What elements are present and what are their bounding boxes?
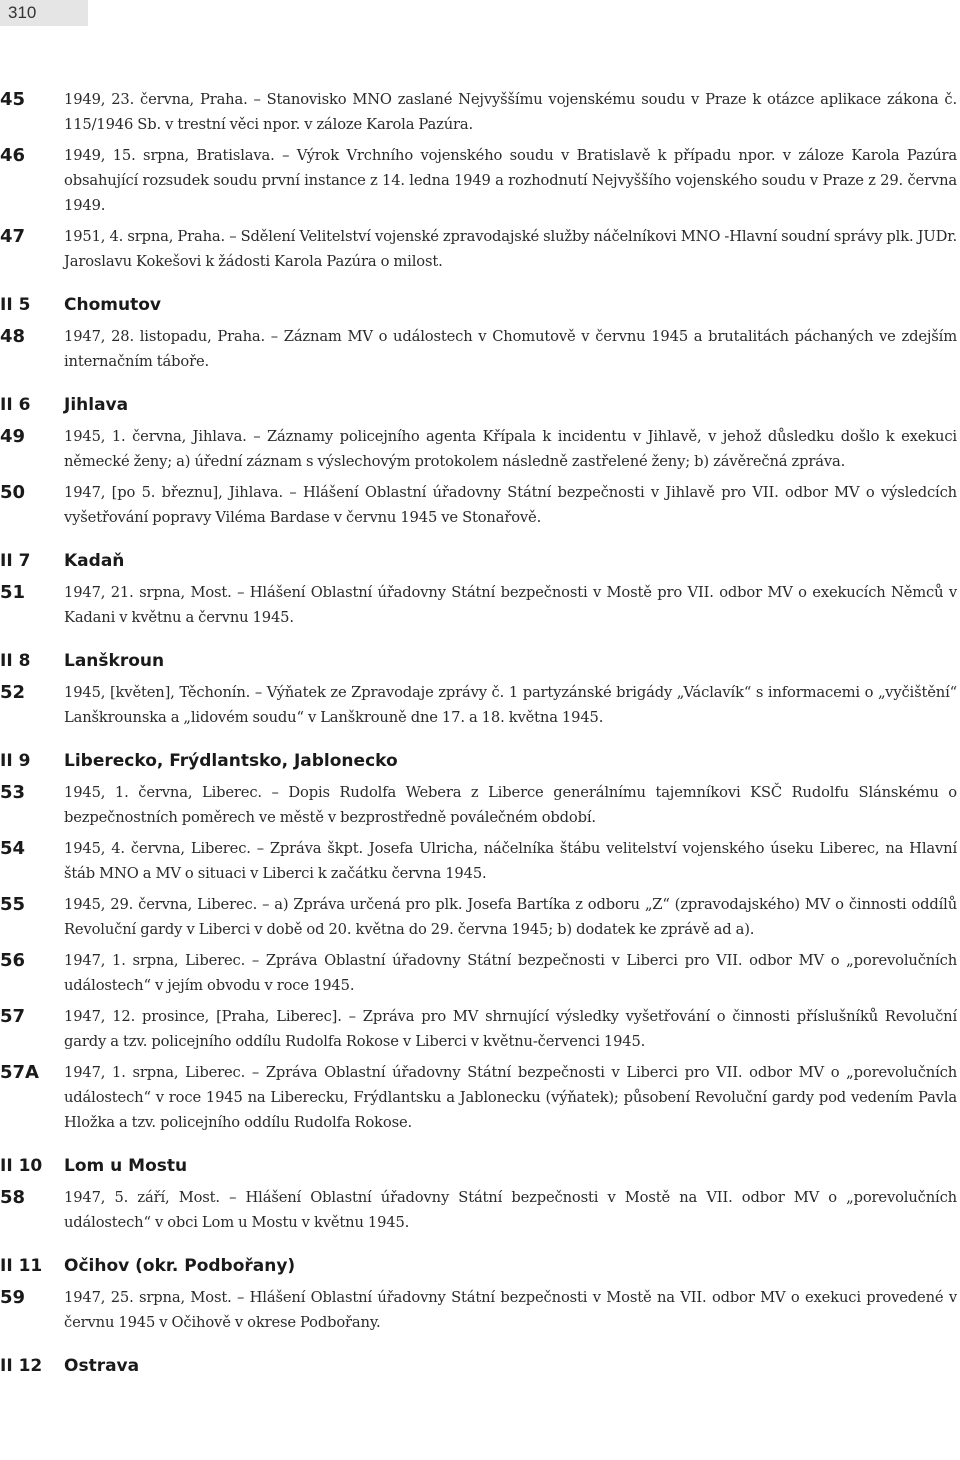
section-heading — [0, 1154, 960, 1179]
document-summary: Výrok Vrchního vojenského soudu v Bratislavě k případu npor. v záloze Karola Pazúra obsahující rozsudek soudu první instance z 14. ledna 1949 a rozhodnutí Nejvyššího vojenského soudu v Praze z 29. června 1949. — [64, 147, 957, 214]
document-entry — [0, 143, 960, 218]
document-summary: Zpráva Oblastní úřadovny Státní bezpečnosti v Liberci pro VII. odbor MV o „porevolučních událostech“ v roce 1945 na Liberecku, Frýdlantsku a Jablonecku (výňatek); působení Revoluční gardy pod vedením Pavla Hložka a tzv. policejního oddílu Rudolfa Rokose. — [64, 1064, 958, 1131]
document-number: 51 — [0, 582, 26, 603]
document-description: 1945, 1. června, Jihlava. – Záznamy policejního agenta Křípala k incidentu v Jihlavě, v jehož důsledku došlo k exekuci německé ženy; a) úřední záznam s výslechovým protokolem následně zastřelené ženy; b) závěrečná zpráva. — [64, 428, 957, 470]
document-date: 1945, 1. června, Liberec. — [64, 784, 262, 801]
document-entry — [0, 1060, 960, 1135]
document-entry — [0, 580, 960, 630]
document-description: 1947, 25. srpna, Most. – Hlášení Oblastní úřadovny Státní bezpečnosti v Mostě na VII. odbor MV o exekuci provedené v červnu 1945 v Očihově v okrese Podbořany. — [64, 1289, 957, 1331]
document-description: 1945, 1. června, Liberec. – Dopis Rudolfa Webera z Liberce generálnímu tajemníkovi KSČ Rudolfu Slánskému o bezpečnostních poměrech ve městě v bezprostředně poválečném období. — [64, 784, 957, 826]
section-heading — [0, 1254, 960, 1279]
document-number: 47 — [0, 226, 26, 247]
section-heading — [0, 393, 960, 418]
document-number: 53 — [0, 782, 26, 803]
document-summary: Sdělení Velitelství vojenské zpravodajské služby náčelníkovi MNO -Hlavní soudní správy plk. JUDr. Jaroslavu Kokešovi k žádosti Karola Pazúra o milost. — [64, 228, 957, 270]
document-summary: Hlášení Oblastní úřadovny Státní bezpečnosti v Mostě na VII. odbor MV o „porevolučních událostech“ v obci Lom u Mostu v květnu 1945. — [64, 1189, 957, 1231]
document-summary: Stanovisko MNO zaslané Nejvyššímu vojenskému soudu v Praze k otázce aplikace zákona č. 115/1946 Sb. v trestní věci npor. v záloze Karola Pazúra. — [64, 91, 958, 133]
section-title: Jihlava — [64, 395, 129, 415]
document-description: 1945, [květen], Těchonín. – Výňatek ze Zpravodaje zprávy č. 1 partyzánské brigády „Václavík“ s informacemi o „vyčištění“ Lanškrounska a „lidovém soudu“ v Lanškrouně dne 17. a 18. května 1945. — [64, 684, 957, 726]
document-entry — [0, 1004, 960, 1054]
document-entry — [0, 87, 960, 137]
document-summary: Dopis Rudolfa Webera z Liberce generálnímu tajemníkovi KSČ Rudolfu Slánskému o bezpečnostních poměrech ve městě v bezprostředně poválečném období. — [64, 784, 957, 826]
document-entry — [0, 1285, 960, 1335]
document-number: 56 — [0, 950, 26, 971]
document-date: 1947, 5. září, Most. — [64, 1189, 220, 1206]
document-description: 1947, 1. srpna, Liberec. – Zpráva Oblastní úřadovny Státní bezpečnosti v Liberci pro VII. odbor MV o „porevolučních událostech“ v jejím obvodu v roce 1945. — [64, 952, 958, 994]
document-date: 1951, 4. srpna, Praha. — [64, 228, 226, 245]
document-date: 1947, [po 5. březnu], Jihlava. — [64, 484, 284, 501]
document-summary: Zpráva škpt. Josefa Ulricha, náčelníka štábu velitelství vojenského úseku Liberec, na Hlavní štáb MNO a MV o situaci v Liberci k začátku června 1945. — [64, 840, 957, 882]
document-date: 1947, 25. srpna, Most. — [64, 1289, 232, 1306]
document-date: 1945, 4. června, Liberec. — [64, 840, 251, 857]
document-number: 58 — [0, 1187, 26, 1208]
document-date: 1945, [květen], Těchonín. — [64, 684, 251, 701]
document-description: 1947, 12. prosince, [Praha, Liberec]. – Zpráva pro MV shrnující výsledky vyšetřování o činnosti příslušníků Revoluční gardy a tzv. policejního oddílu Rudolfa Rokose v Liberci v květnu-červenci 1945. — [64, 1008, 958, 1050]
document-number: 49 — [0, 426, 26, 447]
document-date: 1947, 28. listopadu, Praha. — [64, 328, 266, 345]
document-date: 1945, 1. června, Jihlava. — [64, 428, 247, 445]
document-summary: Hlášení Oblastní úřadovny Státní bezpečnosti v Mostě pro VII. odbor MV o exekucích Němců v Kadani v květnu a červnu 1945. — [64, 584, 957, 626]
document-description: 1945, 29. června, Liberec. – a) Zpráva určená pro plk. Josefa Bartíka z odboru „Z“ (zpravodajského) MV o činnosti oddílů Revoluční gardy v Liberci v době od 20. května do 29. června 1945; b) dodatek ke zprávě ad a). — [64, 896, 957, 938]
document-date: 1949, 23. června, Praha. — [64, 91, 248, 108]
section-code: II 7 — [0, 551, 31, 571]
section-title: Lanškroun — [64, 651, 165, 671]
section-code: II 5 — [0, 295, 31, 315]
document-entry — [0, 1185, 960, 1235]
section-code: II 10 — [0, 1156, 43, 1176]
document-description: 1947, 21. srpna, Most. – Hlášení Oblastní úřadovny Státní bezpečnosti v Mostě pro VII. odbor MV o exekucích Němců v Kadani v květnu a červnu 1945. — [64, 584, 957, 626]
document-entry — [0, 424, 960, 474]
section-code: II 6 — [0, 395, 31, 415]
section-heading — [0, 1354, 960, 1379]
document-entry — [0, 480, 960, 530]
section-code: II 12 — [0, 1356, 43, 1376]
document-summary: a) Zpráva určená pro plk. Josefa Bartíka z odboru „Z“ (zpravodajského) MV o činnosti oddílů Revoluční gardy v Liberci v době od 20. května do 29. června 1945; b) dodatek ke zprávě ad a). — [64, 896, 957, 938]
section-code: II 11 — [0, 1256, 43, 1276]
document-list — [0, 87, 960, 1379]
document-number: 57 — [0, 1006, 26, 1027]
document-entry — [0, 680, 960, 730]
document-summary: Zpráva pro MV shrnující výsledky vyšetřování o činnosti příslušníků Revoluční gardy a tzv. policejního oddílu Rudolfa Rokose v Liberci v květnu-červenci 1945. — [64, 1008, 958, 1050]
section-code: II 9 — [0, 751, 31, 771]
section-heading — [0, 749, 960, 774]
document-entry — [0, 836, 960, 886]
document-date: 1947, 1. srpna, Liberec. — [64, 1064, 246, 1081]
document-description: 1947, 1. srpna, Liberec. – Zpráva Oblastní úřadovny Státní bezpečnosti v Liberci pro VII. odbor MV o „porevolučních událostech“ v roce 1945 na Liberecku, Frýdlantsku a Jablonecku (výňatek); působení Revoluční gardy pod vedením Pavla Hložka a tzv. policejního oddílu Rudolfa Rokose. — [64, 1064, 958, 1131]
document-summary: Výňatek ze Zpravodaje zprávy č. 1 partyzánské brigády „Václavík“ s informacemi o „vyčištění“ Lanškrounska a „lidovém soudu“ v Lanškrouně dne 17. a 18. května 1945. — [64, 684, 957, 726]
document-date: 1947, 21. srpna, Most. — [64, 584, 232, 601]
section-title: Chomutov — [64, 295, 161, 315]
document-number: 46 — [0, 145, 26, 166]
document-number: 54 — [0, 838, 26, 859]
document-description: 1949, 15. srpna, Bratislava. – Výrok Vrchního vojenského soudu v Bratislavě k případu npor. v záloze Karola Pazúra obsahující rozsudek soudu první instance z 14. ledna 1949 a rozhodnutí Nejvyššího vojenského soudu v Praze z 29. června 1949. — [64, 147, 957, 214]
section-title: Ostrava — [64, 1356, 140, 1376]
document-description: 1951, 4. srpna, Praha. – Sdělení Velitelství vojenské zpravodajské služby náčelníkovi MNO -Hlavní soudní správy plk. JUDr. Jaroslavu Kokešovi k žádosti Karola Pazúra o milost. — [64, 228, 957, 270]
document-number: 52 — [0, 682, 26, 703]
document-description: 1947, 28. listopadu, Praha. – Záznam MV o událostech v Chomutově v červnu 1945 a brutalitách páchaných ve zdejším internačním táboře. — [64, 328, 957, 370]
document-date: 1949, 15. srpna, Bratislava. — [64, 147, 275, 164]
document-description: 1949, 23. června, Praha. – Stanovisko MNO zaslané Nejvyššímu vojenskému soudu v Praze k otázce aplikace zákona č. 115/1946 Sb. v trestní věci npor. v záloze Karola Pazúra. — [64, 91, 958, 133]
document-entry — [0, 224, 960, 274]
document-entry — [0, 948, 960, 998]
section-heading — [0, 293, 960, 318]
document-summary: Hlášení Oblastní úřadovny Státní bezpečnosti v Jihlavě pro VII. odbor MV o výsledcích vyšetřování popravy Viléma Bardase v červnu 1945 ve Stonařově. — [64, 484, 957, 526]
document-entry — [0, 324, 960, 374]
document-date: 1947, 12. prosince, [Praha, Liberec]. — [64, 1008, 342, 1025]
section-heading — [0, 549, 960, 574]
section-title: Liberecko, Frýdlantsko, Jablonecko — [64, 751, 398, 771]
document-number: 59 — [0, 1287, 26, 1308]
section-title: Lom u Mostu — [64, 1156, 188, 1176]
document-number: 45 — [0, 89, 26, 110]
document-date: 1947, 1. srpna, Liberec. — [64, 952, 246, 969]
document-description: 1947, 5. září, Most. – Hlášení Oblastní úřadovny Státní bezpečnosti v Mostě na VII. odbor MV o „porevolučních událostech“ v obci Lom u Mostu v květnu 1945. — [64, 1189, 957, 1231]
document-entry — [0, 780, 960, 830]
document-summary: Záznam MV o událostech v Chomutově v červnu 1945 a brutalitách páchaných ve zdejším internačním táboře. — [64, 328, 957, 370]
document-description: 1945, 4. června, Liberec. – Zpráva škpt. Josefa Ulricha, náčelníka štábu velitelství vojenského úseku Liberec, na Hlavní štáb MNO a MV o situaci v Liberci k začátku června 1945. — [64, 840, 957, 882]
section-heading — [0, 649, 960, 674]
document-number: 48 — [0, 326, 26, 347]
section-code: II 8 — [0, 651, 31, 671]
document-date: 1945, 29. června, Liberec. — [64, 896, 258, 913]
document-summary: Hlášení Oblastní úřadovny Státní bezpečnosti v Mostě na VII. odbor MV o exekuci provedené v červnu 1945 v Očihově v okrese Podbořany. — [64, 1289, 957, 1331]
section-title: Očihov (okr. Podbořany) — [64, 1256, 296, 1276]
document-number: 55 — [0, 894, 26, 915]
document-summary: Záznamy policejního agenta Křípala k incidentu v Jihlavě, v jehož důsledku došlo k exekuci německé ženy; a) úřední záznam s výslechovým protokolem následně zastřelené ženy; b) závěrečná zpráva. — [64, 428, 957, 470]
document-number: 50 — [0, 482, 26, 503]
document-entry — [0, 892, 960, 942]
document-description: 1947, [po 5. březnu], Jihlava. – Hlášení Oblastní úřadovny Státní bezpečnosti v Jihlavě pro VII. odbor MV o výsledcích vyšetřování popravy Viléma Bardase v červnu 1945 ve Stonařově. — [64, 484, 957, 526]
document-summary: Zpráva Oblastní úřadovny Státní bezpečnosti v Liberci pro VII. odbor MV o „porevolučních událostech“ v jejím obvodu v roce 1945. — [64, 952, 958, 994]
section-title: Kadaň — [64, 551, 125, 571]
page-number: 310 — [0, 0, 88, 26]
document-number: 57A — [0, 1062, 39, 1083]
